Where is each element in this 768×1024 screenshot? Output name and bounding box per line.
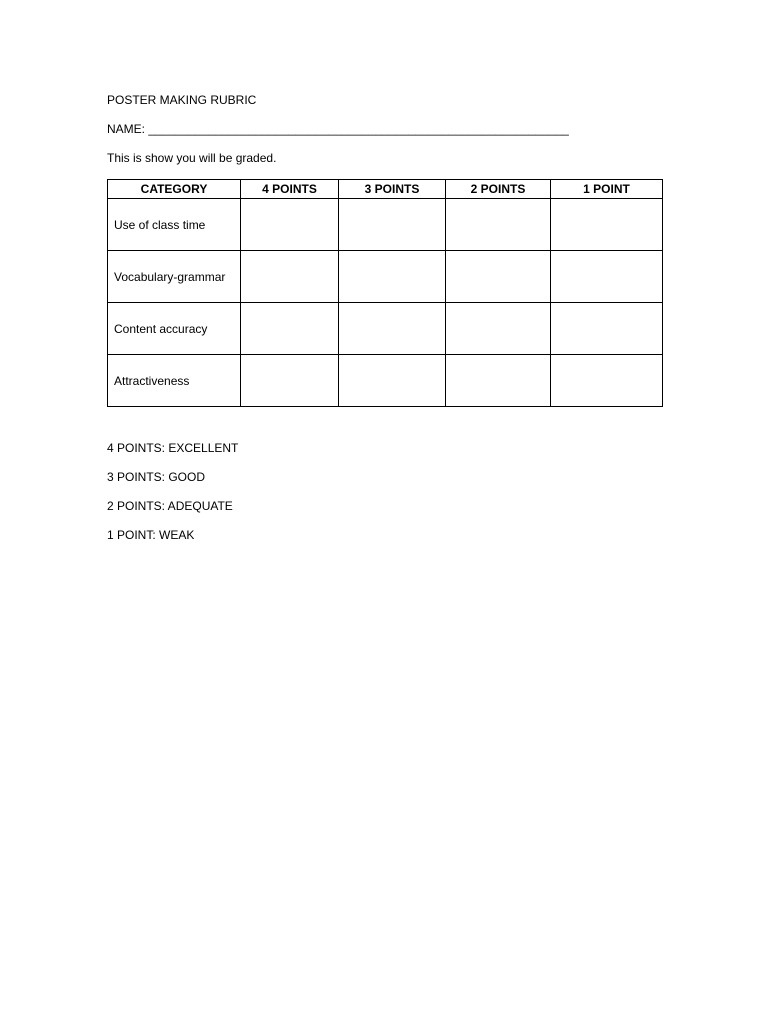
table-row (108, 303, 663, 355)
table-row (108, 355, 663, 407)
legend-item: 3 POINTS: GOOD (107, 470, 206, 484)
header-3-points: 3 POINTS (339, 180, 446, 199)
rubric-table (107, 179, 663, 407)
score-cell (551, 251, 663, 303)
score-cell (241, 251, 339, 303)
category-cell: Content accuracy (108, 303, 241, 355)
category-cell: Use of class time (108, 199, 241, 251)
header-4-points: 4 POINTS (241, 180, 339, 199)
legend-item: 1 POINT: WEAK (107, 528, 195, 542)
score-cell (339, 303, 446, 355)
score-cell (446, 251, 551, 303)
score-cell (446, 355, 551, 407)
header-category: CATEGORY (108, 180, 241, 199)
score-cell (446, 199, 551, 251)
legend-item: 2 POINTS: ADEQUATE (107, 499, 233, 513)
score-cell (339, 199, 446, 251)
score-cell (551, 303, 663, 355)
table-row (108, 199, 663, 251)
name-field-line: NAME: _______________________________________________________________ (107, 122, 569, 136)
score-cell (241, 199, 339, 251)
category-cell: Attractiveness (108, 355, 241, 407)
intro-text: This is show you will be graded. (107, 151, 277, 165)
table-row (108, 251, 663, 303)
score-cell (339, 355, 446, 407)
score-cell (241, 303, 339, 355)
score-cell (339, 251, 446, 303)
table-header-row (108, 180, 663, 199)
score-cell (446, 303, 551, 355)
score-cell (241, 355, 339, 407)
header-2-points: 2 POINTS (446, 180, 551, 199)
document-title: POSTER MAKING RUBRIC (107, 93, 257, 107)
score-cell (551, 355, 663, 407)
score-cell (551, 199, 663, 251)
legend-item: 4 POINTS: EXCELLENT (107, 441, 239, 455)
header-1-point: 1 POINT (551, 180, 663, 199)
category-cell: Vocabulary-grammar (108, 251, 241, 303)
